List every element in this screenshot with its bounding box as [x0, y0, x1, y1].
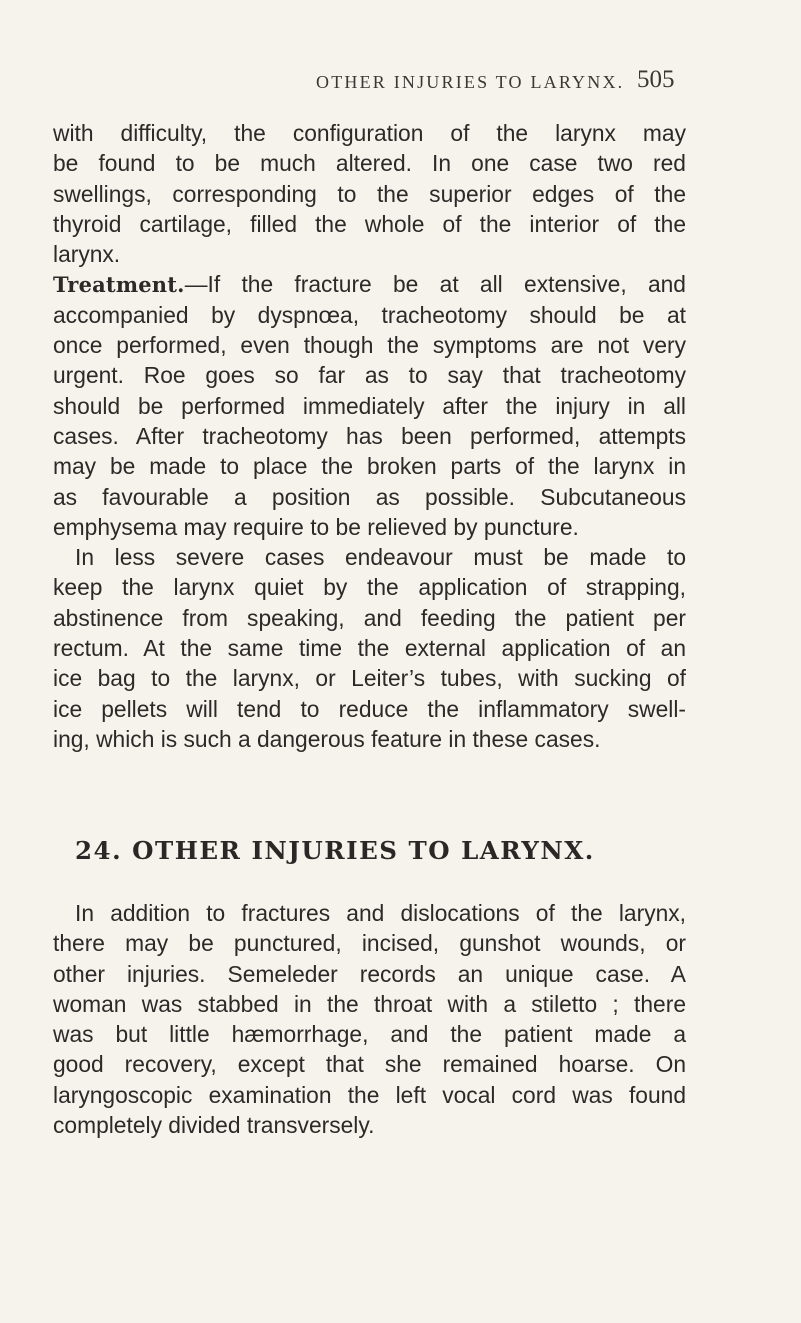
body-text-section-24 — [53, 898, 686, 1140]
text-line: keep the larynx quiet by the application of strapping, — [53, 574, 686, 601]
text-line: as favourable a position as possible. Subcutaneous — [53, 483, 686, 510]
treatment-first-line — [53, 269, 686, 299]
text-line: urgent. Roe goes so far as to say that tracheotomy — [53, 362, 686, 389]
text-line: abstinence from speaking, and feeding the patient per — [53, 604, 686, 631]
text-line: swellings, corresponding to the superior edges of the — [53, 180, 686, 207]
text-line: completely divided transversely. — [53, 1112, 375, 1139]
text-line: with difficulty, the configuration of the larynx may — [53, 120, 686, 146]
text-line: may be made to place the broken parts of the larynx in — [53, 453, 686, 480]
text-fragment: —If the fracture be at all extensive, and — [184, 271, 686, 298]
body-text — [53, 118, 686, 754]
text-line: cases. After tracheotomy has been performed, attempts — [53, 422, 686, 449]
page-number: 505 — [637, 66, 675, 93]
text-line: ice bag to the larynx, or Leiter’s tubes, with sucking of — [53, 665, 686, 692]
treatment-run-in-heading: Treatment. — [53, 272, 185, 298]
text-line: accompanied by dyspnœa, tracheotomy should be at — [53, 301, 686, 328]
text-line: good recovery, except that she remained hoarse. On — [53, 1051, 686, 1078]
text-line: emphysema may require to be relieved by puncture. — [53, 513, 579, 540]
section-heading: 24. OTHER INJURIES TO LARYNX. — [75, 836, 595, 865]
text-line: other injuries. Semeleder records an unique case. A — [53, 960, 686, 987]
text-line: ing, which is such a dangerous feature in these cases. — [53, 725, 601, 752]
text-line: woman was stabbed in the throat with a stiletto ; there — [53, 990, 686, 1017]
running-head: OTHER INJURIES TO LARYNX. — [316, 72, 625, 92]
text-line: In addition to fractures and dislocations of the larynx, — [75, 900, 686, 926]
text-line: was but little hæmorrhage, and the patient made a — [53, 1021, 686, 1048]
text-line: larynx. — [53, 241, 121, 268]
text-line: should be performed immediately after the injury in all — [53, 392, 686, 419]
text-line: there may be punctured, incised, gunshot wounds, or — [53, 930, 686, 957]
text-line: In less severe cases endeavour must be made to — [75, 544, 686, 571]
text-line: once performed, even though the symptoms are not very — [53, 332, 686, 359]
text-line: thyroid cartilage, filled the whole of the interior of the — [53, 210, 686, 237]
text-line: laryngoscopic examination the left vocal cord was found — [53, 1081, 686, 1108]
text-line: be found to be much altered. In one case two red — [53, 150, 686, 177]
text-line: ice pellets will tend to reduce the inflammatory swell- — [53, 695, 686, 722]
text-line: rectum. At the same time the external application of an — [53, 635, 686, 662]
